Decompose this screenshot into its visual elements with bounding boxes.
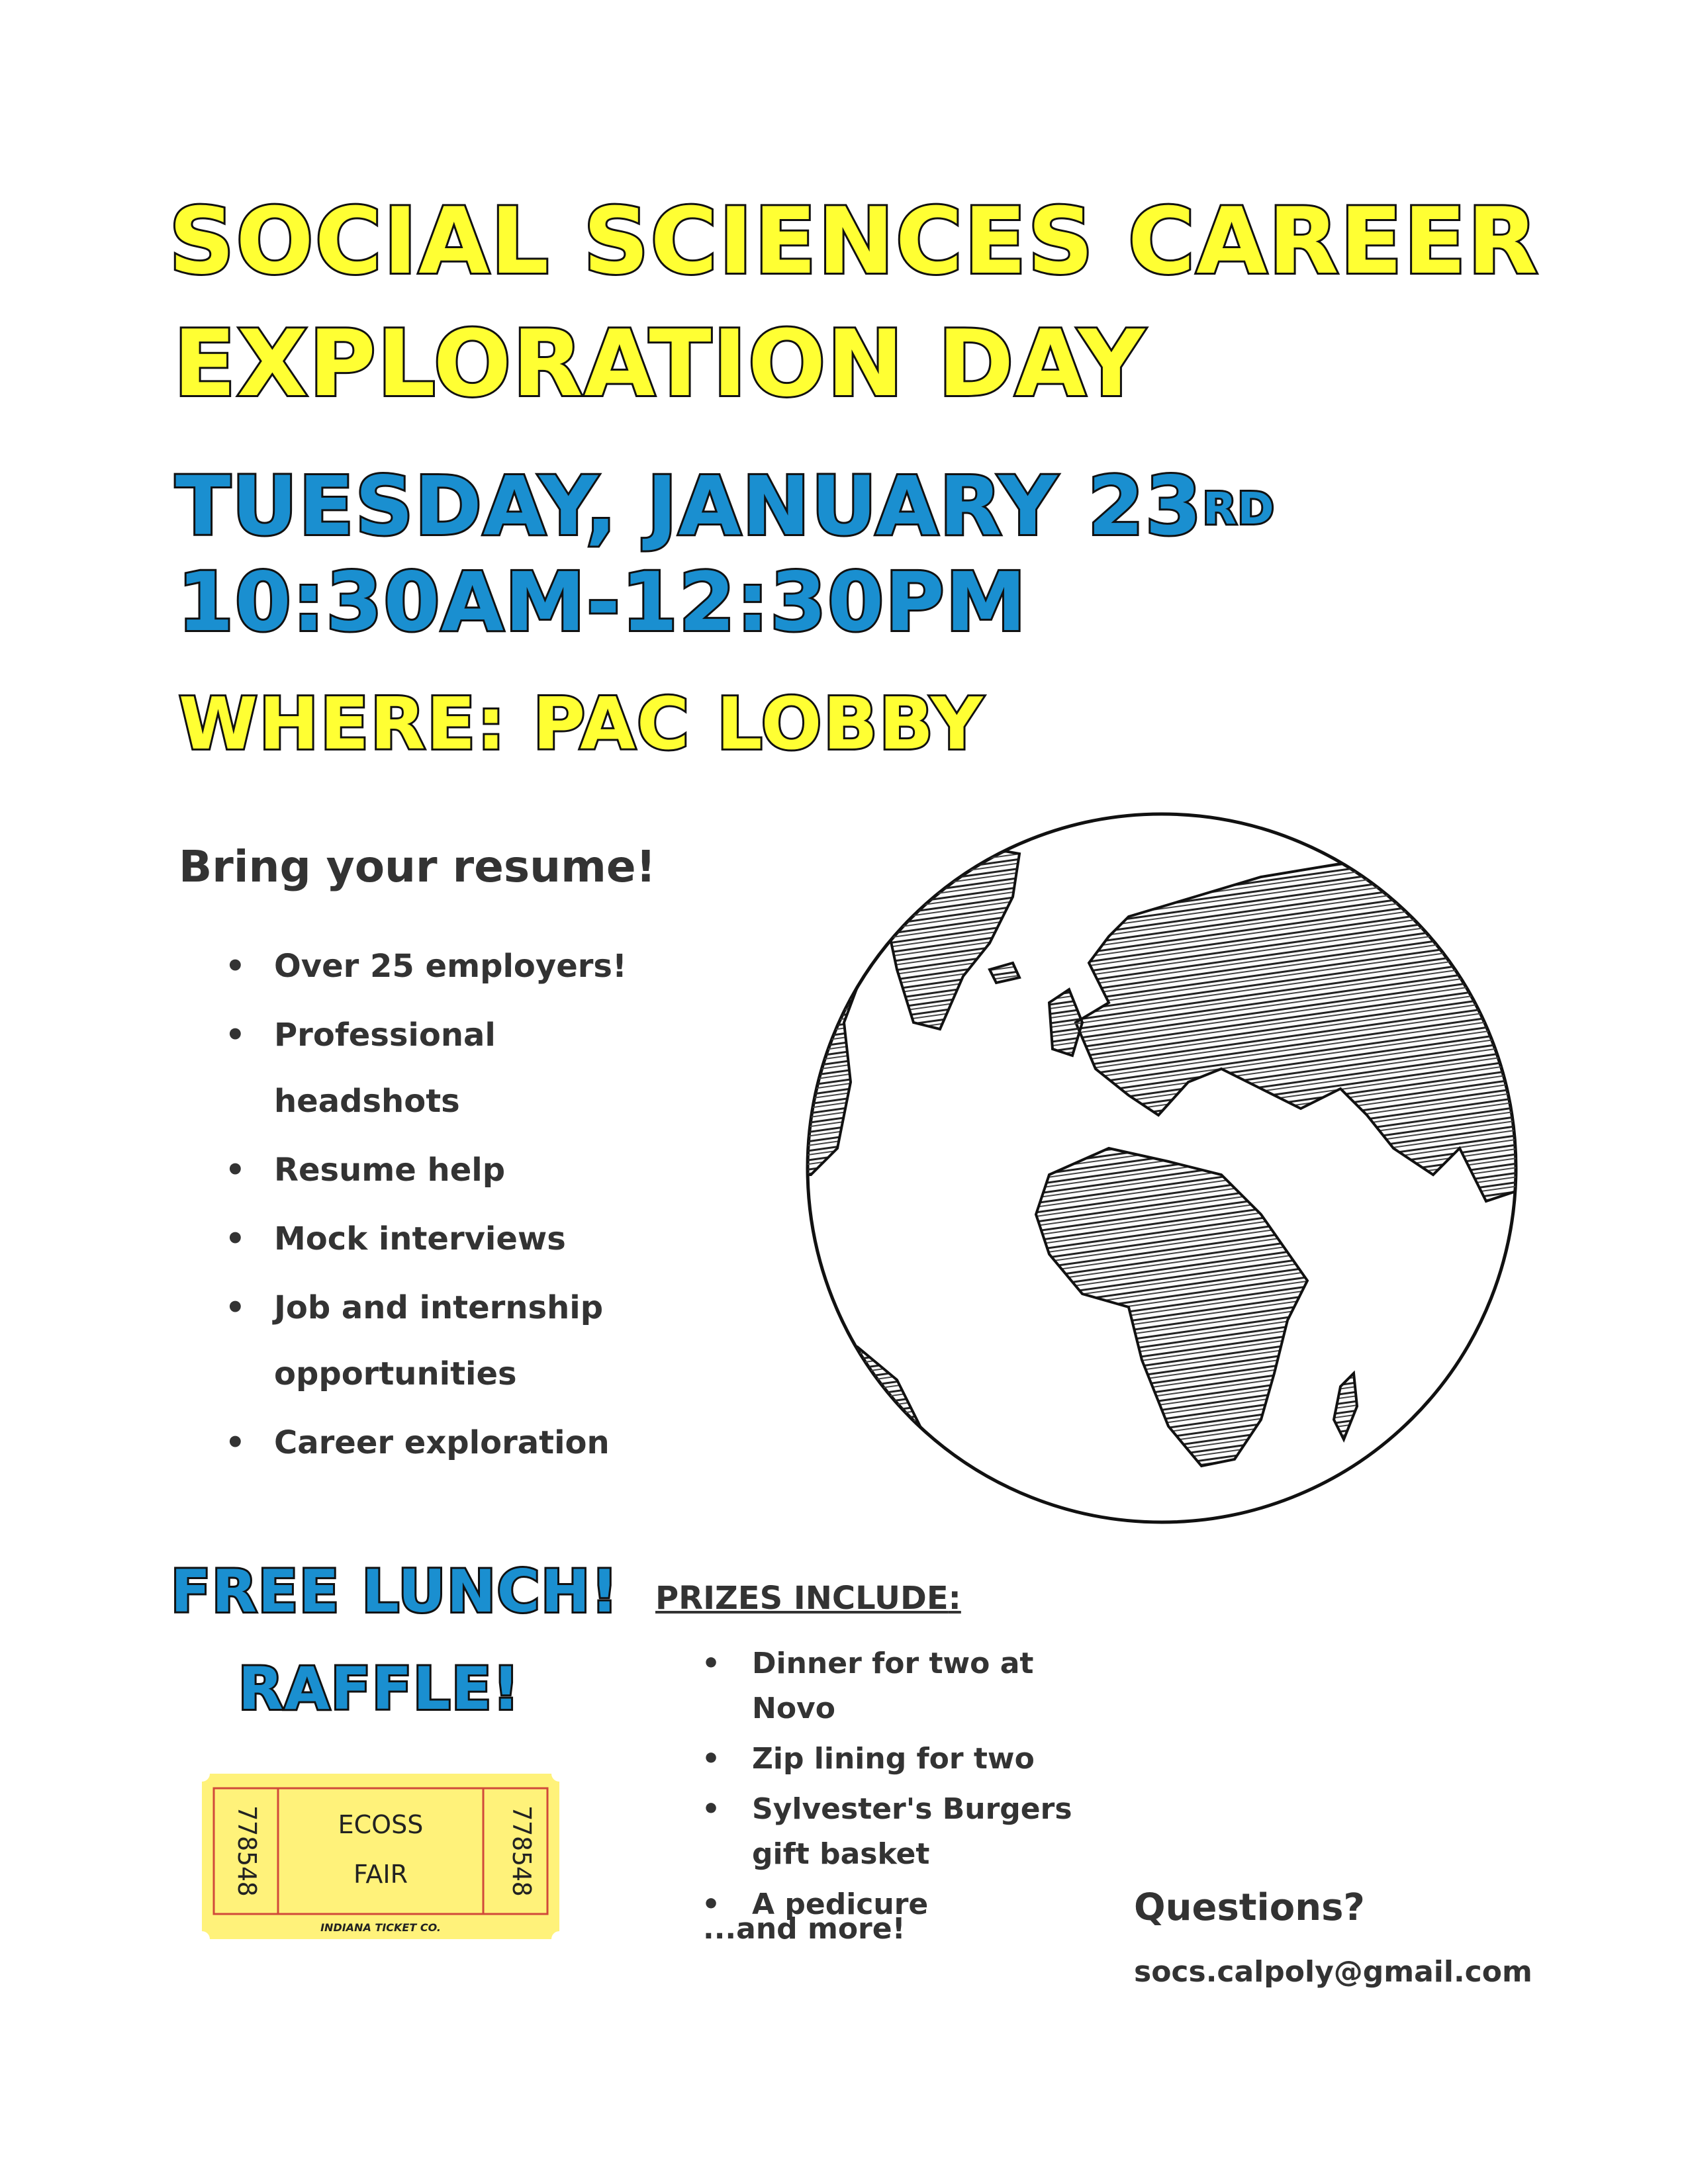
- prize-item: • A pedicure: [702, 1882, 1125, 1927]
- event-time: 10:30AM-12:30PM: [177, 555, 1027, 649]
- ticket-number-right: 778548: [507, 1805, 536, 1897]
- prizes-more: ...and more!: [703, 1912, 906, 1946]
- features-heading: Bring your resume!: [179, 841, 656, 892]
- prize-item: • Sylvester's Burgers gift basket: [702, 1787, 1125, 1877]
- event-location: WHERE: PAC LOBBY: [179, 683, 984, 766]
- prize-item: • Dinner for two at Novo: [702, 1641, 1125, 1731]
- title-line-1: SOCIAL SCIENCES CAREER: [169, 188, 1539, 295]
- raffle-label: RAFFLE!: [238, 1655, 521, 1723]
- feature-item: • Job and internship opportunities: [225, 1275, 688, 1407]
- ticket-number-left: 778548: [232, 1805, 261, 1897]
- free-lunch-label: FREE LUNCH!: [171, 1557, 620, 1625]
- prize-item: • Zip lining for two: [702, 1737, 1125, 1782]
- feature-item: • Career exploration: [225, 1410, 688, 1476]
- feature-item: • Over 25 employers!: [225, 933, 688, 999]
- raffle-ticket-image: [202, 1774, 559, 1939]
- questions-heading: Questions?: [1134, 1886, 1365, 1929]
- prizes-heading-text: PRIZES INCLUDE: [655, 1580, 949, 1617]
- prizes-list: [702, 1641, 1125, 1933]
- features-list: [225, 933, 688, 1479]
- event-date-text: TUESDAY, JANUARY 23: [175, 459, 1203, 553]
- feature-item: • Professional headshots: [225, 1002, 688, 1134]
- prizes-heading-colon: :: [948, 1580, 961, 1617]
- ticket-line-2: FAIR: [353, 1860, 408, 1889]
- feature-item: • Mock interviews: [225, 1206, 688, 1272]
- event-date-suffix: RD: [1202, 483, 1276, 534]
- title-line-2: EXPLORATION DAY: [173, 310, 1146, 417]
- globe-icon: [798, 804, 1526, 1532]
- feature-item: • Resume help: [225, 1137, 688, 1203]
- contact-email[interactable]: socs.calpoly@gmail.com: [1134, 1955, 1532, 1989]
- ticket-line-1: ECOSS: [338, 1810, 424, 1839]
- event-date: [175, 459, 1276, 553]
- ticket-maker: INDIANA TICKET CO.: [320, 1921, 441, 1934]
- prizes-heading: [655, 1578, 961, 1618]
